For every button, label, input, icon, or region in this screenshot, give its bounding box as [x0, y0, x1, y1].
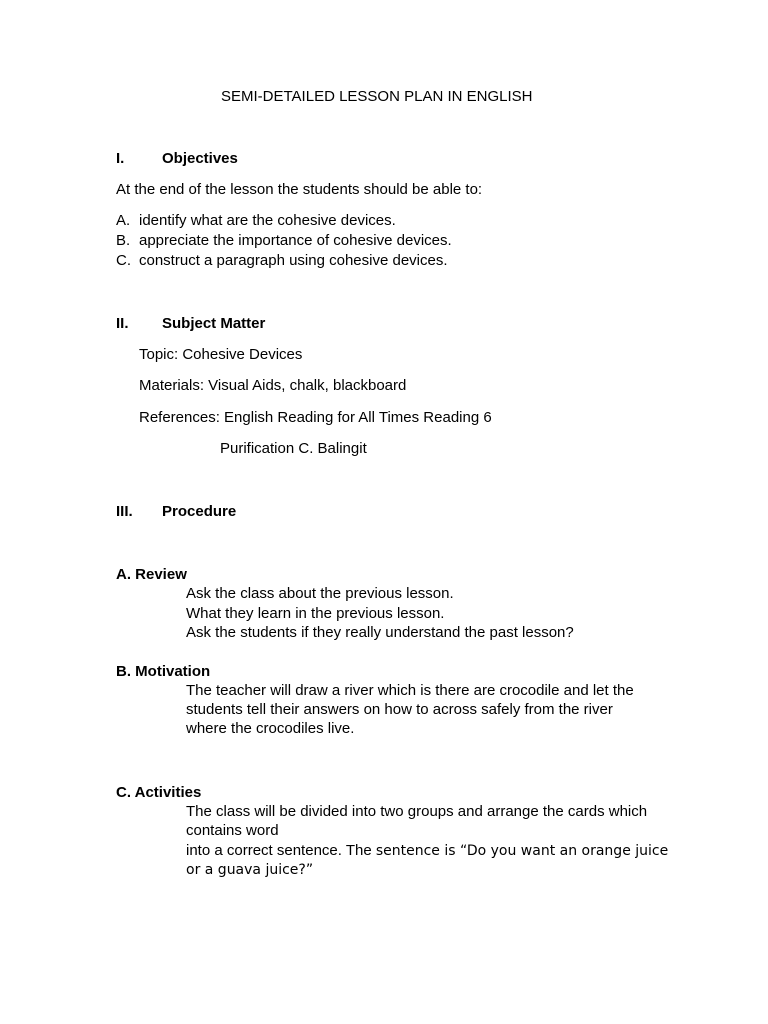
activities-line-wrap [186, 842, 668, 860]
procedure-activities-heading: C. Activities [116, 784, 202, 801]
procedure-motivation-heading: B. Motivation [116, 663, 211, 680]
motivation-line: students tell their answers on how to across safely from the river [186, 701, 613, 718]
objective-label: A. [116, 212, 131, 229]
subject-materials: Materials: Visual Aids, chalk, blackboard [139, 377, 407, 394]
motivation-line: The teacher will draw a river which is there are crocodile and let the [186, 682, 634, 699]
review-line: Ask the class about the previous lesson. [186, 585, 454, 602]
section-number-procedure: III. [116, 503, 133, 520]
section-heading-procedure: Procedure [162, 503, 237, 520]
objectives-intro: At the end of the lesson the students should be able to: [116, 181, 483, 198]
procedure-review-heading: A. Review [116, 566, 187, 583]
motivation-line: where the crocodiles live. [186, 720, 355, 737]
subject-topic: Topic: Cohesive Devices [139, 346, 303, 363]
activities-line-part: sentence is “Do you want an orange juice [375, 843, 669, 859]
review-line: Ask the students if they really understand the past lesson? [186, 624, 574, 641]
activities-line: The class will be divided into two groups and arrange the cards which [186, 803, 648, 820]
section-number-objectives: I. [116, 150, 125, 167]
subject-reference-author: Purification C. Balingit [220, 440, 367, 457]
objective-label: B. [116, 232, 131, 249]
activities-line-part: into a correct sentence. The [186, 842, 376, 859]
activities-line: contains word [186, 822, 279, 839]
objective-text: identify what are the cohesive devices. [139, 212, 396, 229]
objective-text: appreciate the importance of cohesive devices. [139, 232, 452, 249]
section-number-subject-matter: II. [116, 315, 129, 332]
subject-references: References: English Reading for All Times Reading 6 [139, 409, 492, 426]
section-heading-objectives: Objectives [162, 150, 238, 167]
activities-line: or a guava juice?” [186, 862, 314, 878]
document-title: SEMI-DETAILED LESSON PLAN IN ENGLISH [221, 88, 533, 105]
section-heading-subject-matter: Subject Matter [162, 315, 266, 332]
objective-text: construct a paragraph using cohesive devices. [139, 252, 448, 269]
review-line: What they learn in the previous lesson. [186, 605, 445, 622]
objective-label: C. [116, 252, 131, 269]
